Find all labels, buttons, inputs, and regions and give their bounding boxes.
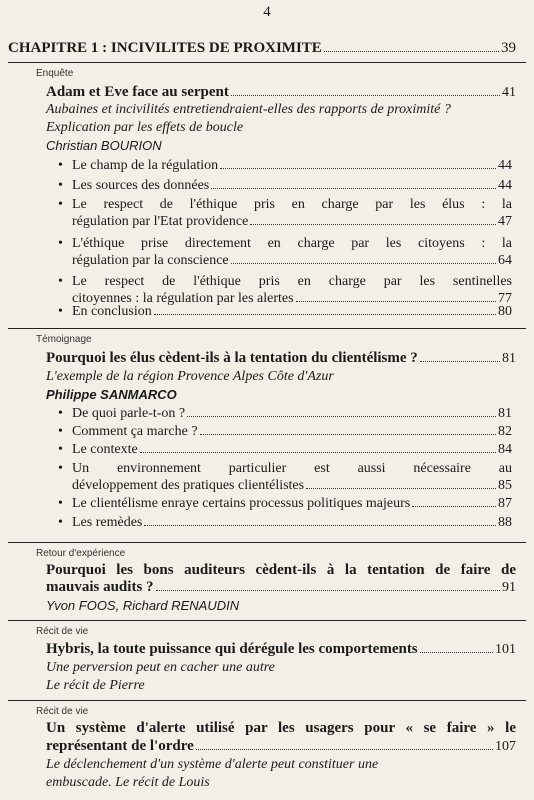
section-title: Pourquoi les bons auditeurs cèdent-ils à la tentation de faire de [46, 562, 516, 578]
dot-leader [211, 188, 496, 189]
section-author: Philippe SANMARCO [46, 387, 177, 402]
dot-leader [231, 95, 500, 96]
item-page: 44 [498, 178, 512, 193]
bullet: • [58, 424, 63, 439]
section-title: Adam et Eve face au serpent [46, 84, 229, 100]
item-page: 77 [498, 291, 512, 306]
item-continuation [72, 477, 512, 494]
toc-item [58, 514, 512, 531]
item-text: citoyennes : la régulation par les alertes [72, 291, 294, 306]
section-divider [8, 328, 526, 329]
dot-leader [420, 652, 493, 653]
bullet: • [58, 304, 63, 319]
toc-item [58, 157, 512, 174]
toc-item [58, 495, 512, 512]
section-title: mauvais audits ? [46, 579, 154, 595]
section-divider [8, 62, 526, 63]
dot-leader [154, 314, 496, 315]
bullet: • [58, 178, 63, 193]
item-continuation [72, 252, 512, 269]
item-page: 84 [498, 442, 512, 457]
section-label: Retour d'expérience [36, 548, 126, 559]
bullet: • [58, 515, 63, 530]
item-text: En conclusion [72, 304, 152, 319]
item-page: 47 [498, 214, 512, 229]
dot-leader [412, 506, 496, 507]
section-author: Christian BOURION [46, 138, 162, 153]
dot-leader [187, 416, 496, 417]
dot-leader [220, 168, 496, 169]
dot-leader [420, 361, 500, 362]
section-author: Yvon FOOS, Richard RENAUDIN [46, 598, 240, 613]
section-subtitle: Le récit de Pierre [46, 678, 145, 693]
toc-item [58, 441, 512, 458]
dot-leader [250, 224, 496, 225]
toc-item [58, 177, 512, 194]
section-subtitle: embuscade. Le récit de Louis [46, 775, 210, 790]
dot-leader [144, 525, 496, 526]
item-page: 88 [498, 515, 512, 530]
toc-item [58, 303, 512, 320]
chapter-page: 39 [501, 40, 516, 56]
section-divider [8, 700, 526, 701]
section-title-entry [46, 579, 516, 596]
section-page: 91 [502, 580, 516, 595]
item-text: Le champ de la régulation [72, 158, 219, 173]
section-divider [8, 542, 526, 543]
item-text: L'éthique prise directement en charge par les citoyens : la [72, 236, 512, 251]
section-subtitle: Explication par les effets de boucle [46, 120, 244, 135]
toc-item [58, 273, 512, 307]
item-text: Le respect de l'éthique pris en charge par les élus : la [72, 197, 512, 212]
item-page: 81 [498, 406, 512, 421]
section-subtitle: Une perversion peut en cacher une autre [46, 660, 275, 675]
dot-leader [306, 488, 496, 489]
section-label: Récit de vie [36, 626, 89, 637]
item-text: Le respect de l'éthique pris en charge par les sentinelles [72, 274, 512, 289]
section-subtitle: Le déclenchement d'un système d'alerte peut constituer une [46, 757, 379, 772]
bullet: • [58, 236, 63, 251]
item-page: 44 [498, 158, 512, 173]
bullet: • [58, 442, 63, 457]
item-text: Le clientélisme enraye certains processus politiques majeurs [72, 496, 411, 511]
dot-leader [200, 434, 496, 435]
page-number: 4 [263, 4, 271, 20]
toc-item [58, 423, 512, 440]
section-page: 101 [495, 642, 516, 657]
section-label: Enquête [36, 68, 74, 79]
bullet: • [58, 158, 63, 173]
toc-item [58, 405, 512, 422]
section-title: Pourquoi les élus cèdent-ils à la tentation du clientélisme ? [46, 350, 418, 366]
item-page: 80 [498, 304, 512, 319]
item-page: 87 [498, 496, 512, 511]
toc-item [58, 196, 512, 230]
item-page: 85 [498, 478, 512, 493]
section-title: Un système d'alerte utilisé par les usagers pour « se faire » le [46, 720, 516, 736]
item-text: Le contexte [72, 442, 138, 457]
item-text: Comment ça marche ? [72, 424, 198, 439]
bullet: • [58, 496, 63, 511]
bullet: • [58, 461, 63, 476]
bullet: • [58, 197, 63, 212]
section-title: représentant de l'ordre [46, 738, 194, 754]
item-page: 64 [498, 253, 512, 268]
item-text: régulation par la conscience [72, 253, 229, 268]
item-text: Les remèdes [72, 515, 143, 530]
item-text: De quoi parle-t-on ? [72, 406, 186, 421]
section-page: 81 [502, 351, 516, 366]
section-title: Hybris, la toute puissance qui dérégule les comportements [46, 641, 418, 657]
dot-leader [156, 590, 500, 591]
item-text: Les sources des données [72, 178, 210, 193]
bullet: • [58, 406, 63, 421]
bullet: • [58, 274, 63, 289]
section-subtitle: Aubaines et incivilités entretiendraient-elles des rapports de proximité ? [46, 102, 451, 117]
chapter-title: CHAPITRE 1 : INCIVILITES DE PROXIMITE [8, 40, 322, 56]
section-page: 41 [502, 85, 516, 100]
dot-leader [324, 51, 499, 52]
item-text: développement des pratiques clientélistes [72, 478, 305, 493]
section-page: 107 [495, 739, 516, 754]
dot-leader [231, 263, 496, 264]
dot-leader [196, 749, 493, 750]
section-title-entry [46, 350, 516, 367]
toc-item [58, 235, 512, 269]
item-text: régulation par l'Etat providence [72, 214, 249, 229]
section-title-entry [46, 641, 516, 658]
section-label: Témoignage [36, 334, 92, 345]
section-title-entry [46, 738, 516, 755]
item-text: Un environnement particulier est aussi nécessaire au [72, 461, 512, 476]
dot-leader [140, 452, 496, 453]
toc-item [58, 460, 512, 494]
item-page: 82 [498, 424, 512, 439]
chapter-entry [8, 40, 516, 57]
section-divider [8, 620, 526, 621]
section-label: Récit de vie [36, 706, 89, 717]
item-continuation [72, 213, 512, 230]
dot-leader [296, 301, 496, 302]
section-title-entry [46, 84, 516, 101]
section-subtitle: L'exemple de la région Provence Alpes Côte d'Azur [46, 369, 334, 384]
